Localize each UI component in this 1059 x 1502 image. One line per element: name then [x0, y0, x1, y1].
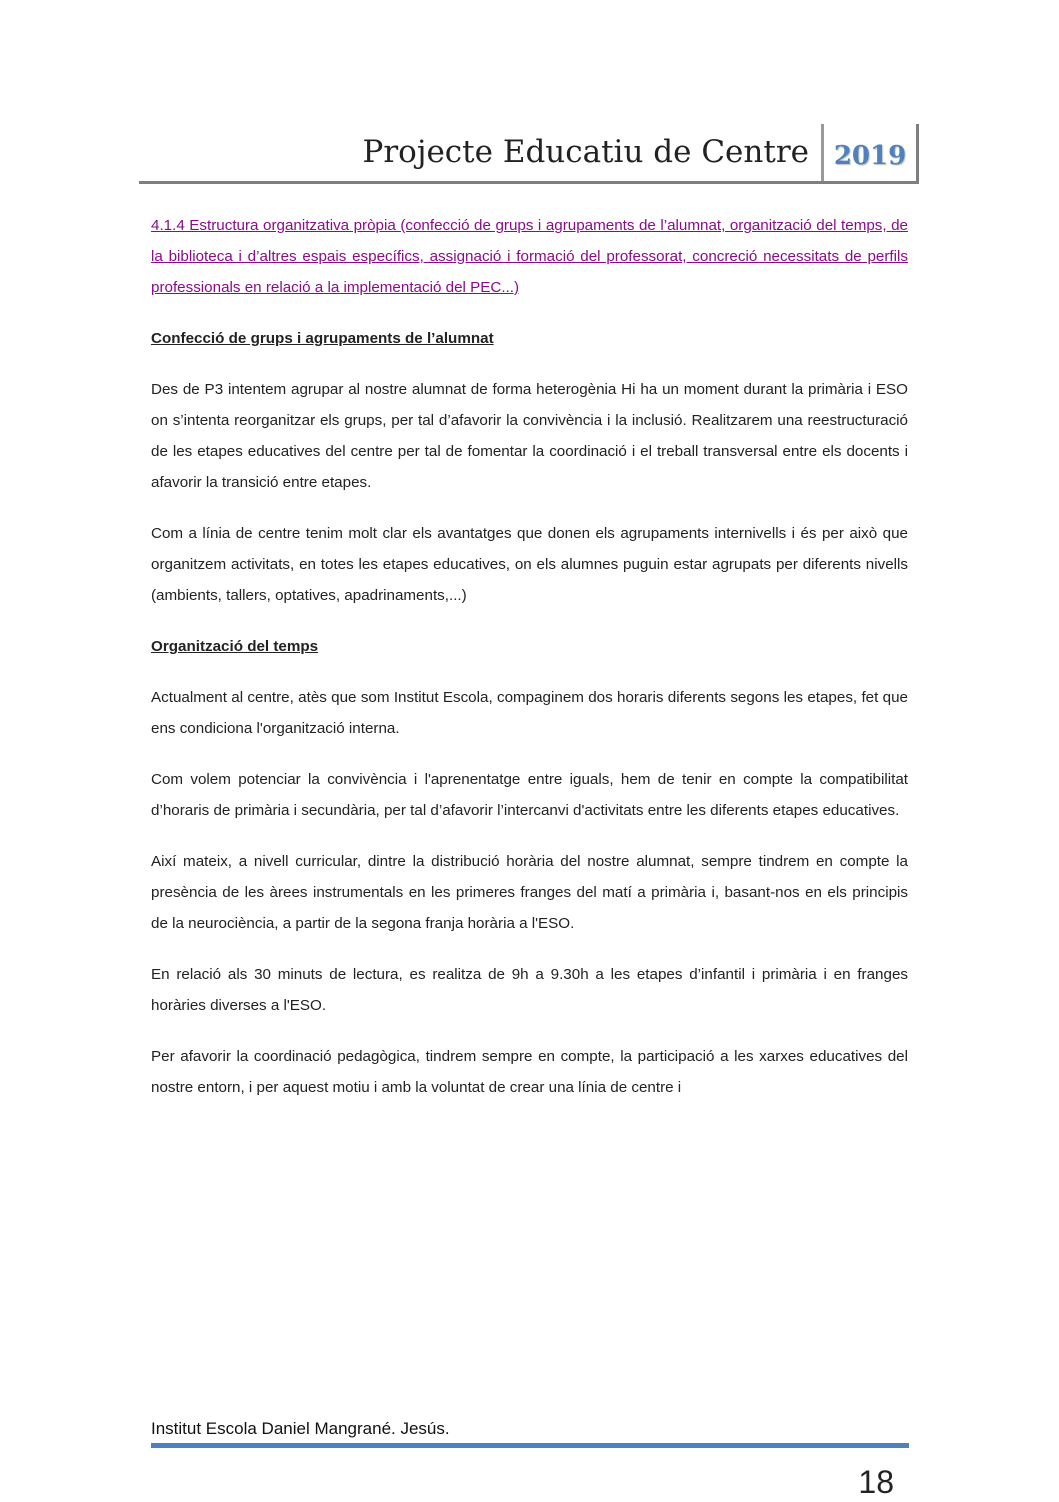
- footer-divider: [151, 1443, 909, 1448]
- paragraph: Com a línia de centre tenim molt clar els avantatges que donen els agrupaments internivells i és per això que organitzem activitats, en totes les etapes educatives, on els alumnes puguin estar agrupats per diferents nivells (ambients, tallers, optatives, apadrinaments,...): [151, 525, 908, 604]
- page-number: 18: [858, 1464, 894, 1500]
- subheading-temps: Organització del temps: [151, 638, 319, 655]
- paragraph: En relació als 30 minuts de lectura, es realitza de 9h a 9.30h a les etapes d’infantil i primària i en franges horàries diverses a l'ESO.: [151, 966, 908, 1014]
- subheading-grups: Confecció de grups i agrupaments de l’alumnat: [151, 330, 494, 347]
- section-heading-link[interactable]: 4.1.4 Estructura organitzativa pròpia (confecció de grups i agrupaments de l’alumnat, organització del temps, de la biblioteca i d’altres espais específics, assignació i formació del professorat, concreció necessitats de perfils professionals en relació a la implementació del PEC...): [151, 217, 908, 296]
- paragraph: Per afavorir la coordinació pedagògica, tindrem sempre en compte, la participació a les xarxes educatives del nostre entorn, i per aquest motiu i amb la voluntat de crear una línia de centre i: [151, 1048, 908, 1096]
- paragraph: Com volem potenciar la convivència i l'aprenentatge entre iguals, hem de tenir en compte la compatibilitat d’horaris de primària i secundària, per tal d’afavorir l’intercanvi d'activitats entre les diferents etapes educatives.: [151, 771, 908, 819]
- footer-institution: Institut Escola Daniel Mangrané. Jesús.: [151, 1419, 450, 1438]
- paragraph: Així mateix, a nivell curricular, dintre la distribució horària del nostre alumnat, sempre tindrem en compte la presència de les àrees instrumentals en les primeres franges del matí a primària i, basant-nos en els principis de la neurociència, a partir de la segona franja horària a l'ESO.: [151, 853, 908, 932]
- page-content: [151, 210, 908, 1123]
- document-title: Projecte Educatiu de Centre: [362, 134, 809, 170]
- page-header: [139, 124, 919, 184]
- paragraph: Actualment al centre, atès que som Institut Escola, compaginem dos horaris diferents segons les etapes, fet que ens condiciona l'organització interna.: [151, 689, 908, 737]
- document-year: 2019: [821, 124, 919, 182]
- paragraph: Des de P3 intentem agrupar al nostre alumnat de forma heterogènia Hi ha un moment durant la primària i ESO on s’intenta reorganitzar els grups, per tal d’afavorir la convivència i la inclusió. Realitzarem una reestructuració de les etapes educatives del centre per tal de fomentar la coordinació i el treball transversal entre els docents i afavorir la transició entre etapes.: [151, 381, 908, 491]
- header-divider: [139, 181, 919, 184]
